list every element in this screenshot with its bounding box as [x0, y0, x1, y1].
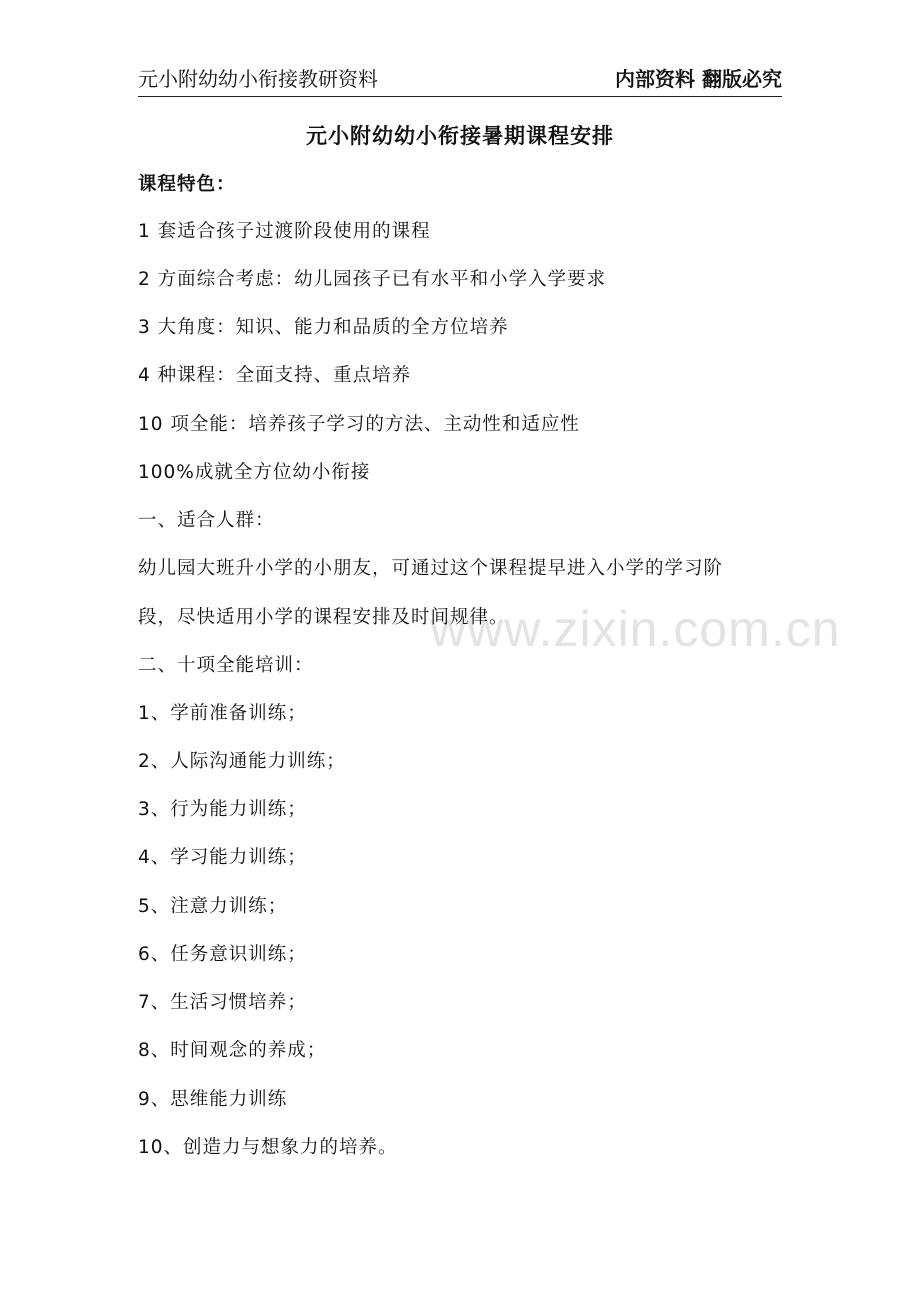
document-title: 元小附幼幼小衔接暑期课程安排	[306, 124, 614, 148]
page-header	[138, 62, 782, 97]
header-right-text: 内部资料 翻版必究	[615, 67, 782, 91]
list-item: 5、注意力训练；	[138, 896, 288, 917]
list-item: 8、时间观念的养成；	[138, 1040, 327, 1061]
header-left-text: 元小附幼幼小衔接教研资料	[138, 67, 378, 91]
list-item: 4、学习能力训练；	[138, 847, 307, 868]
list-item: 2、人际沟通能力训练；	[138, 751, 346, 772]
list-item: 3、行为能力训练；	[138, 799, 307, 820]
section-heading-features: 课程特色：	[138, 174, 236, 195]
list-item: 9、思维能力训练	[138, 1089, 288, 1110]
section-heading-audience: 一、适合人群：	[138, 510, 275, 531]
list-item: 7、生活习惯培养；	[138, 992, 307, 1013]
watermark: www.zixin.com.cn	[430, 601, 841, 657]
feature-line: 4 种课程：全面支持、重点培养	[138, 365, 412, 386]
feature-line: 100%成就全方位幼小衔接	[138, 462, 371, 483]
paragraph-line: 幼儿园大班升小学的小朋友，可通过这个课程提早进入小学的学习阶	[138, 558, 724, 579]
list-item: 1、学前准备训练；	[138, 703, 307, 724]
feature-line: 1 套适合孩子过渡阶段使用的课程	[138, 221, 431, 242]
feature-line: 10 项全能：培养孩子学习的方法、主动性和适应性	[138, 414, 580, 435]
paragraph-line: 段，尽快适用小学的课程安排及时间规律。	[138, 607, 509, 628]
feature-line: 3 大角度：知识、能力和品质的全方位培养	[138, 317, 509, 338]
section-heading-training: 二、十项全能培训：	[138, 655, 314, 676]
list-item: 6、任务意识训练；	[138, 944, 307, 965]
feature-line: 2 方面综合考虑：幼儿园孩子已有水平和小学入学要求	[138, 269, 607, 290]
list-item: 10、创造力与想象力的培养。	[138, 1137, 398, 1158]
